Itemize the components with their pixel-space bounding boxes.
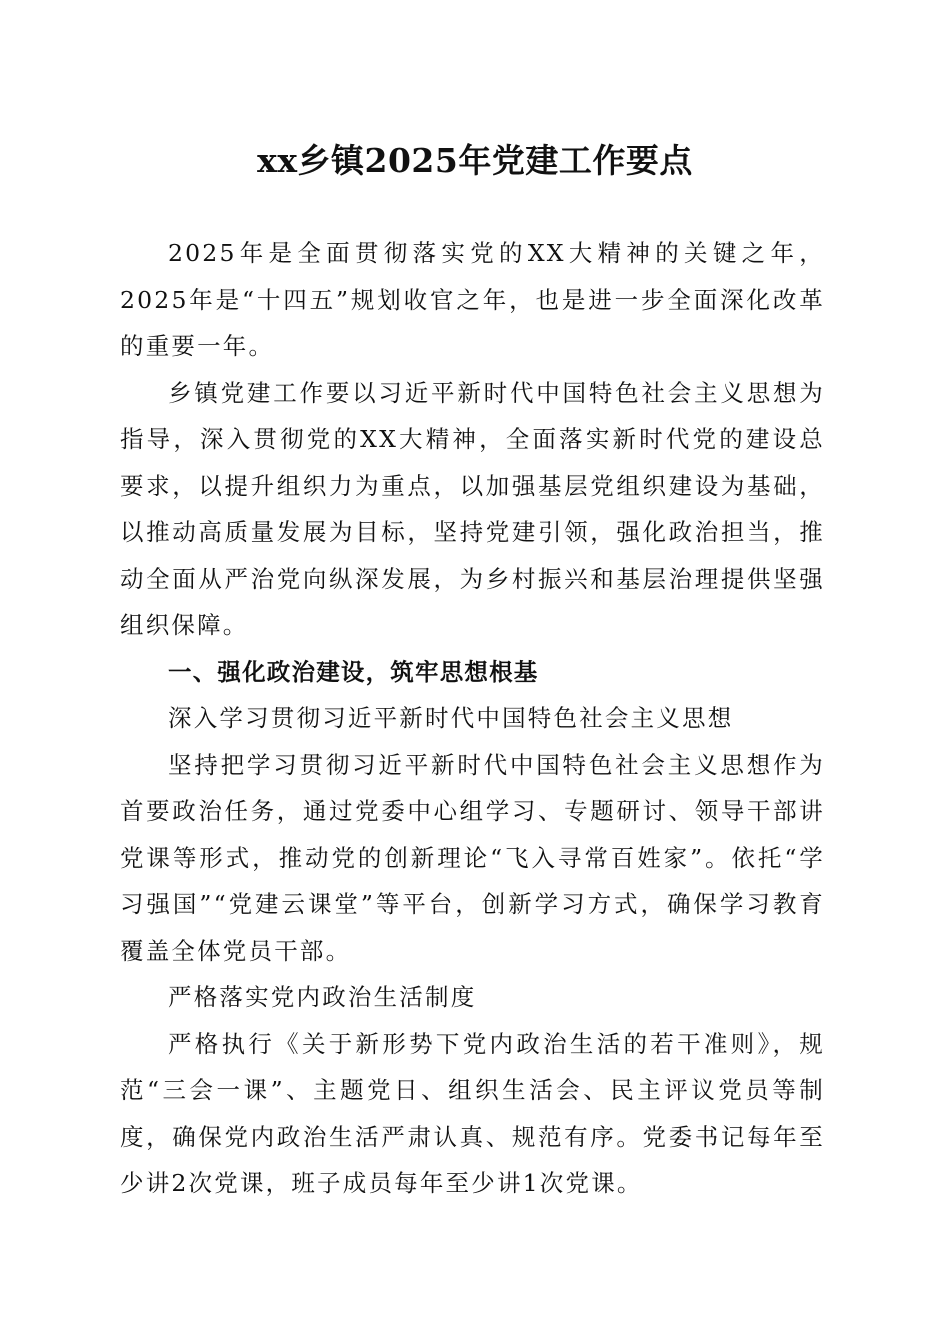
section-heading: 一、强化政治建设，筑牢思想根基 [168, 657, 539, 686]
subsection-heading-political-life: 严格落实党内政治生活制度 [168, 983, 477, 1011]
subsection-text-study: 坚持把学习贯彻习近平新时代中国特色社会主义思想作为首要政治任务，通过党委中心组学习、专题研讨、领导干部讲党课等形式，推动党的创新理论“飞入寻常百姓家”。依托“学习强国”“党建云课堂”等平台，创新学习方式，确保学习教育覆盖全体党员干部。 [120, 750, 825, 965]
subsection-text-political-life: 严格执行《关于新形势下党内政治生活的若干准则》，规范“三会一课”、主题党日、组织生活会、民主评议党员等制度，确保党内政治生活严肃认真、规范有序。党委书记每年至少讲2次党课，班子成员每年至少讲1次党课。 [120, 1029, 825, 1197]
document-body [120, 230, 825, 1207]
document-title: xx乡镇2025年党建工作要点 [257, 141, 693, 180]
intro-paragraph: 2025年是全面贯彻落实党的XX大精神的关键之年，2025年是“十四五”规划收官之年，也是进一步全面深化改革的重要一年。 [120, 239, 825, 360]
guideline-paragraph: 乡镇党建工作要以习近平新时代中国特色社会主义思想为指导，深入贯彻党的XX大精神，全面落实新时代党的建设总要求，以提升组织力为重点，以加强基层党组织建设为基础，以推动高质量发展为目标，坚持党建引领，强化政治担当，推动全面从严治党向纵深发展，为乡村振兴和基层治理提供坚强组织保障。 [120, 378, 825, 639]
subsection-heading-study: 深入学习贯彻习近平新时代中国特色社会主义思想 [168, 704, 734, 732]
